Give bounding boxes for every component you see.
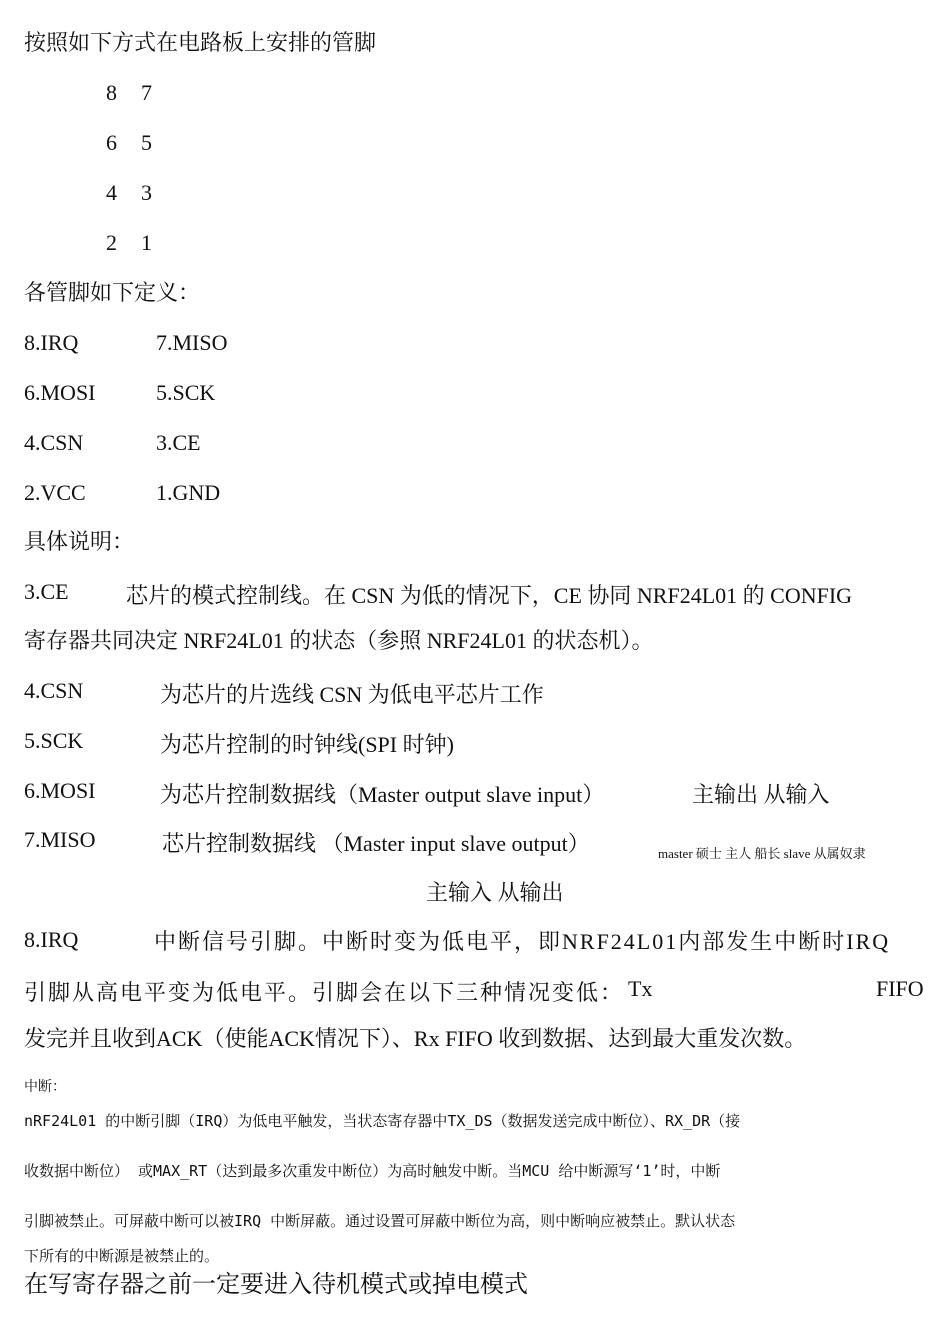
mosi-label: 6.MOSI	[24, 778, 96, 803]
pin-def: 8.IRQ	[24, 330, 79, 355]
miso-description: 芯片控制数据线 （Master input slave output）	[162, 831, 590, 856]
final-note: 在写寄存器之前一定要进入待机模式或掉电模式	[24, 1272, 528, 1298]
interrupt-heading: 中断：	[24, 1080, 66, 1095]
interrupt-paragraph-line: 引脚被禁止。可屏蔽中断可以被IRQ 中断屏蔽。通过设置可屏蔽中断位为高，则中断响应被禁止。默认状态	[24, 1212, 736, 1230]
pin-number: 6	[106, 130, 117, 155]
interrupt-paragraph-line: 下所有的中断源是被禁止的。	[24, 1247, 220, 1265]
pin-number: 5	[141, 130, 152, 155]
csn-description: 为芯片的片选线 CSN 为低电平芯片工作	[160, 682, 544, 707]
pin-def: 1.GND	[156, 480, 221, 505]
csn-label: 4.CSN	[24, 678, 84, 703]
irq-label: 8.IRQ	[24, 927, 79, 952]
mosi-note: 主输出 从输入	[692, 782, 830, 807]
pin-number: 4	[106, 180, 117, 205]
pin-def: 2.VCC	[24, 480, 86, 505]
irq-description-cont: 引脚从高电平变为低电平。引脚会在以下三种情况变低：	[24, 980, 625, 1005]
pin-number: 3	[141, 180, 152, 205]
pin-number: 1	[141, 230, 152, 255]
interrupt-paragraph-line: nRF24L01 的中断引脚（IRQ）为低电平触发，当状态寄存器中TX_DS（数据发送完成中断位）、RX_DR（接	[24, 1112, 741, 1130]
definitions-heading: 各管脚如下定义：	[24, 280, 201, 305]
miso-label: 7.MISO	[24, 827, 96, 852]
interrupt-paragraph-line: 收数据中断位） 或MAX_RT（达到最多次重发中断位）为高时触发中断。当MCU 给中断源写‘1’时，中断	[24, 1162, 721, 1180]
irq-tx-term: Tx	[628, 976, 653, 1001]
sck-label: 5.SCK	[24, 728, 84, 753]
mosi-description: 为芯片控制数据线（Master output slave input）	[160, 782, 605, 807]
pin-number: 2	[106, 230, 117, 255]
pin-def: 6.MOSI	[24, 380, 96, 405]
intro-text: 按照如下方式在电路板上安排的管脚	[24, 30, 377, 55]
sck-description: 为芯片控制的时钟线(SPI 时钟)	[160, 732, 454, 757]
pin-def: 5.SCK	[156, 380, 216, 405]
irq-description-end: 发完并且收到ACK（使能ACK情况下）、Rx FIFO 收到数据、达到最大重发次数。	[24, 1026, 807, 1051]
irq-fifo-term: FIFO	[876, 976, 924, 1001]
irq-description: 中断信号引脚。中断时变为低电平，即NRF24L01内部发生中断时IRQ	[154, 929, 891, 954]
pin-def: 3.CE	[156, 430, 201, 455]
miso-aside: master 硕士 主人 船长 slave 从属奴隶	[658, 846, 866, 861]
pin-def: 7.MISO	[156, 330, 228, 355]
ce-description-cont: 寄存器共同决定 NRF24L01 的状态（参照 NRF24L01 的状态机）。	[24, 628, 654, 653]
pin-number: 8	[106, 80, 117, 105]
pin-def: 4.CSN	[24, 430, 84, 455]
pin-number: 7	[141, 80, 152, 105]
detail-heading: 具体说明：	[24, 529, 135, 554]
miso-note: 主输入 从输出	[426, 880, 564, 905]
ce-label: 3.CE	[24, 579, 69, 604]
ce-description: 芯片的模式控制线。在 CSN 为低的情况下，CE 协同 NRF24L01 的 CONFIG	[126, 583, 853, 608]
